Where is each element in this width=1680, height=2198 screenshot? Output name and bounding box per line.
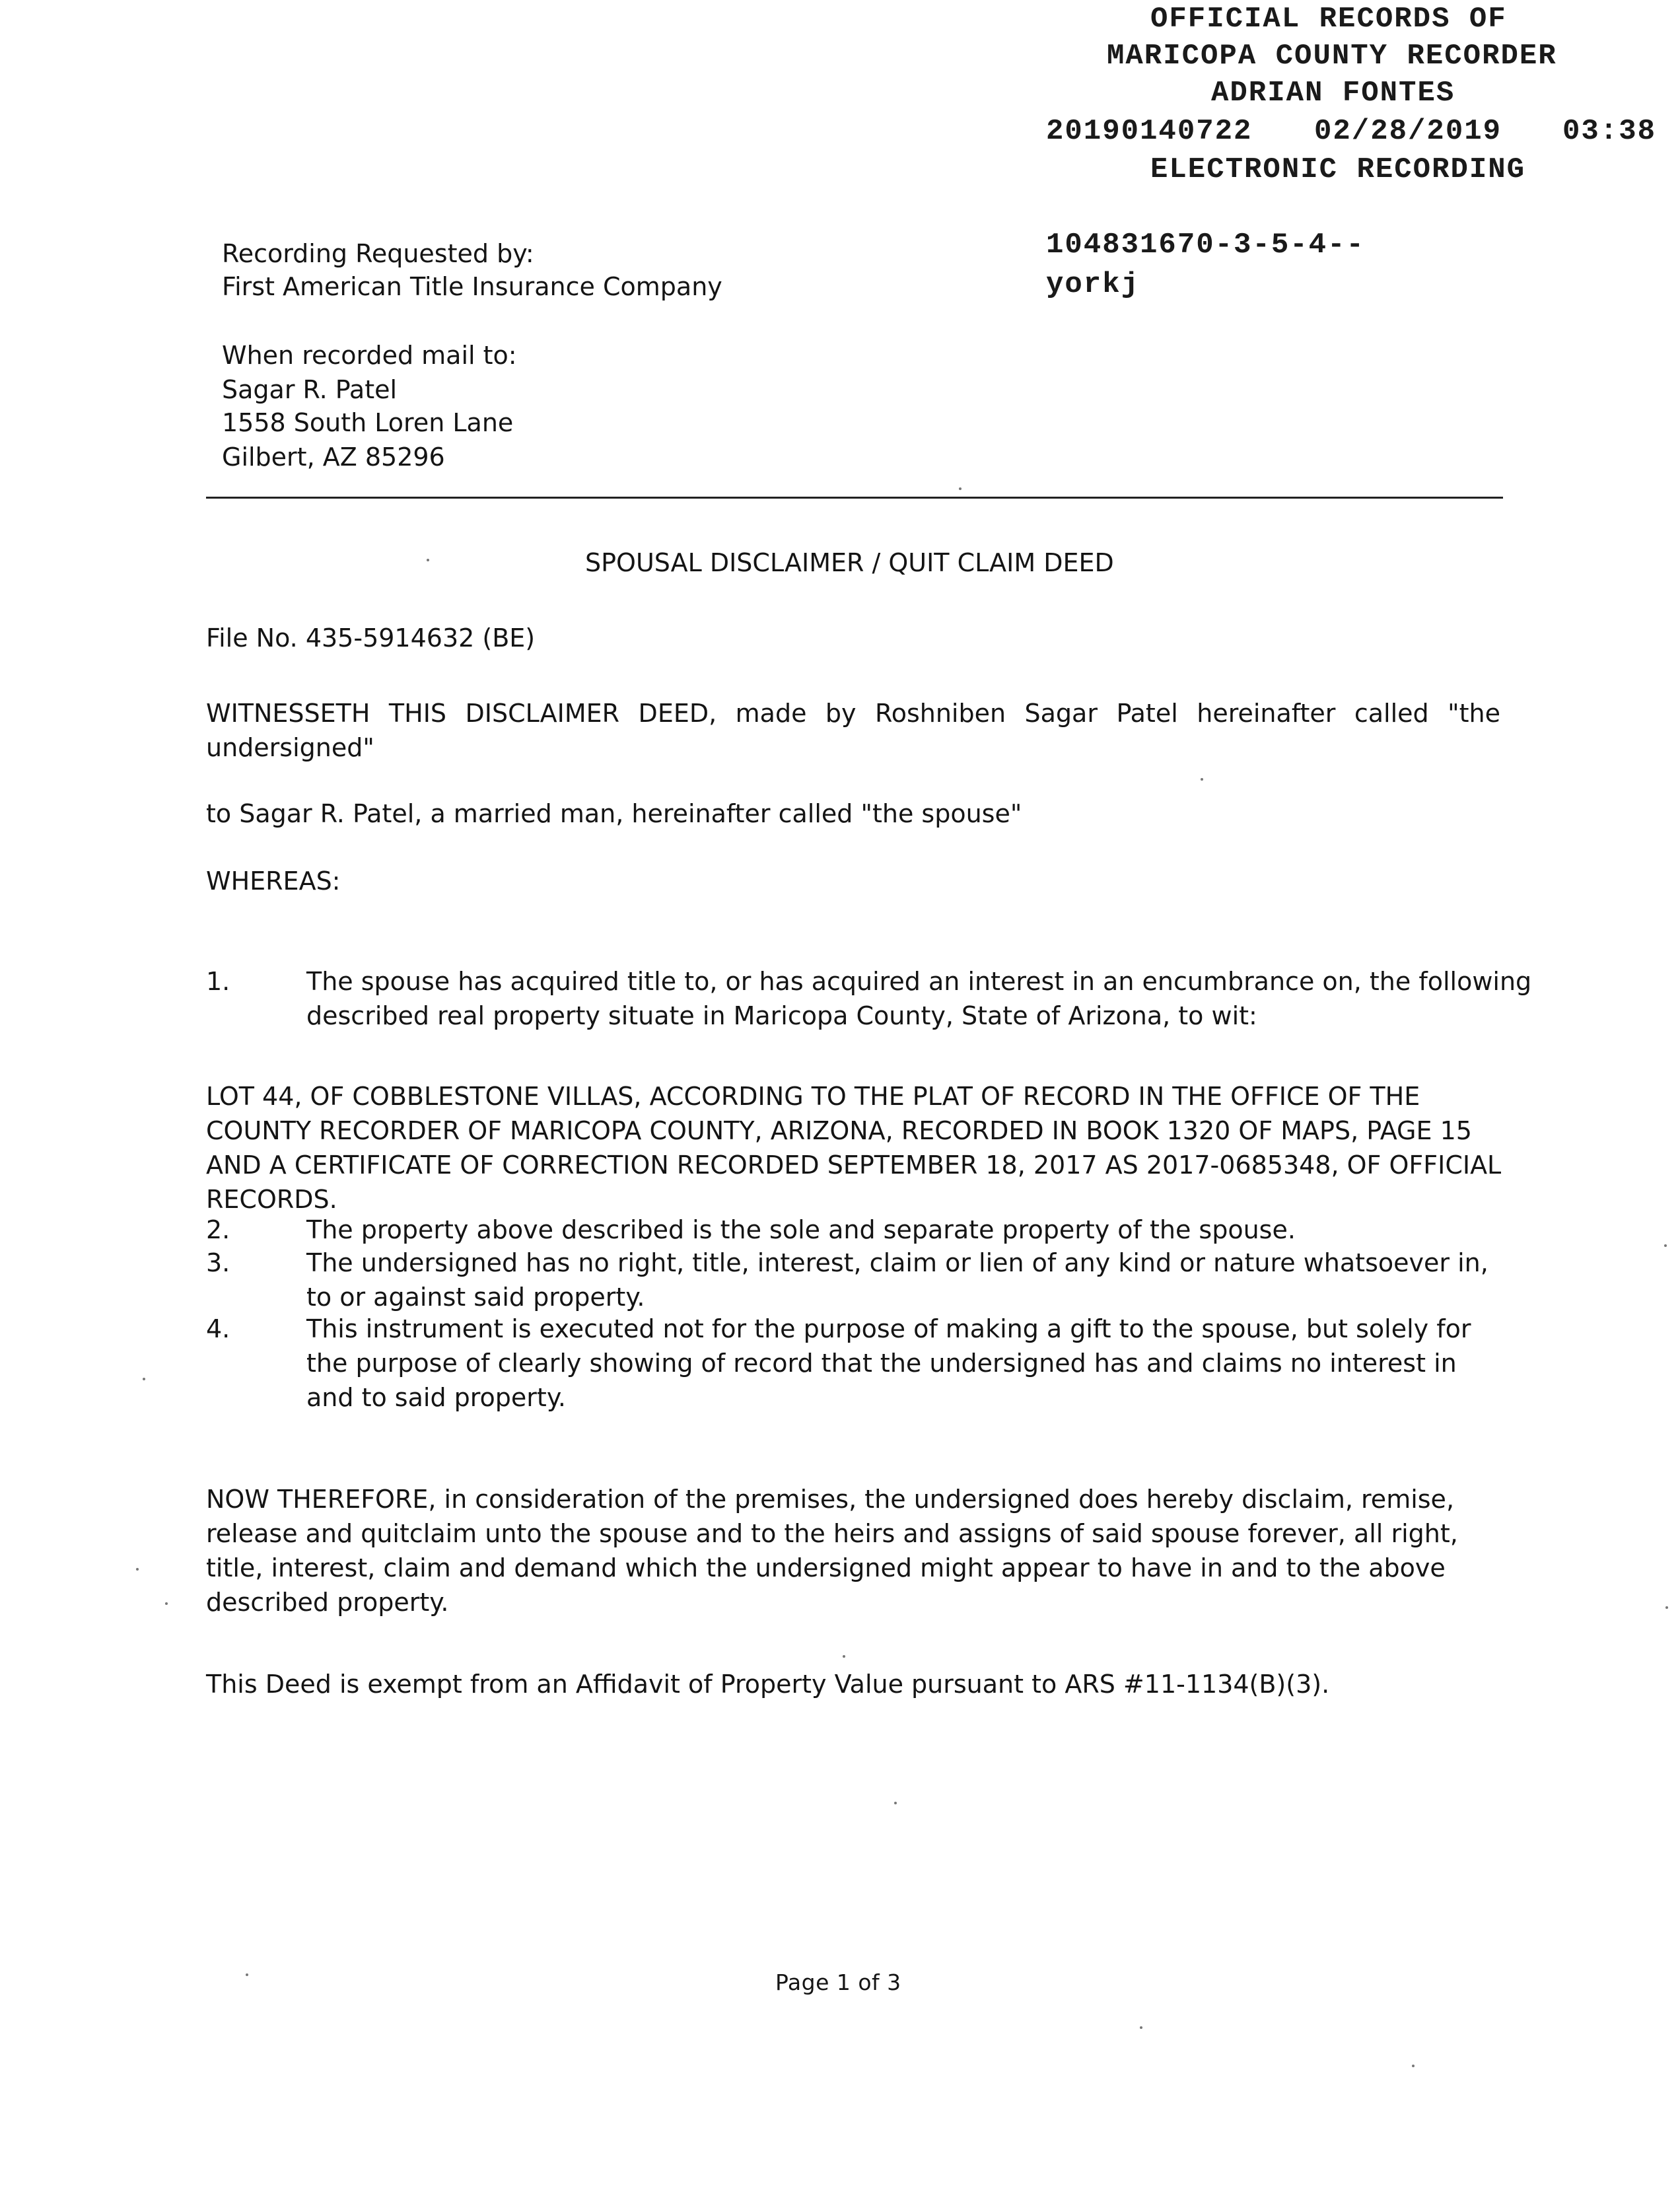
scan-speck (1665, 1606, 1668, 1609)
item-3 (206, 1246, 1500, 1314)
stamp-time: 03:38 (1562, 115, 1657, 148)
page-number-footer: Page 1 of 3 (775, 1969, 901, 1995)
item-4-text: This instrument is executed not for the purpose of making a gift to the spouse, but solely for the purpose of clearly showing of record that the undersigned has and claims no interest in and to said property. (306, 1314, 1471, 1412)
now-therefore-paragraph: NOW THEREFORE, in consideration of the premises, the undersigned does hereby disclaim, remise, release and quitclaim unto the spouse and to the heirs and assigns of said spouse forever, all right, title, interest, claim and demand which the undersigned might appear to have in and to the above described property. (206, 1485, 1458, 1617)
exemption-statement: This Deed is exempt from an Affidavit of Property Value pursuant to ARS #11-1134(B)(3). (206, 1670, 1330, 1699)
file-number: File No. 435-5914632 (BE) (206, 623, 536, 653)
item-3-text: The undersigned has no right, title, interest, claim or lien of any kind or nature whatsoever in, to or against said property. (306, 1248, 1488, 1312)
mail-to-label: When recorded mail to: (222, 341, 517, 370)
scan-speck (136, 1568, 139, 1571)
to-spouse-line: to Sagar R. Patel, a married man, hereinafter called "the spouse" (206, 799, 1022, 828)
item-2 (206, 1213, 1500, 1247)
stamp-line-official-records: OFFICIAL RECORDS OF (1150, 3, 1507, 36)
stamp-line-recorder-name: ADRIAN FONTES (1211, 77, 1455, 110)
item-2-text: The property above described is the sole and separate property of the spouse. (306, 1215, 1296, 1244)
mail-to-city: Gilbert, AZ 85296 (222, 443, 445, 472)
scan-speck (843, 1655, 845, 1658)
scan-speck (1664, 1244, 1667, 1247)
scan-speck (143, 1378, 145, 1380)
scan-speck (959, 487, 962, 490)
requested-by-company: First American Title Insurance Company (222, 272, 722, 301)
scan-speck (1140, 2026, 1142, 2029)
stamp-doc-number: 20190140722 (1046, 115, 1253, 148)
scan-speck (165, 1602, 168, 1605)
header-divider (206, 497, 1503, 499)
item-3-number: 3. (206, 1248, 230, 1277)
item-2-number: 2. (206, 1215, 230, 1244)
item-4-number: 4. (206, 1314, 230, 1343)
item-1-number: 1. (206, 967, 230, 996)
stamp-user-id: yorkj (1046, 268, 1140, 301)
scan-speck (1201, 778, 1203, 781)
requested-by-label: Recording Requested by: (222, 239, 534, 268)
scan-speck (427, 559, 429, 561)
item-1 (206, 964, 1560, 1033)
stamp-electronic-recording: ELECTRONIC RECORDING (1150, 153, 1526, 186)
item-1-text: The spouse has acquired title to, or has acquired an interest in an encumbrance on, the following described real property situate in Maricopa County, State of Arizona, to wit: (306, 967, 1532, 1030)
scan-speck (894, 1802, 897, 1804)
stamp-date: 02/28/2019 (1314, 115, 1502, 148)
legal-description: LOT 44, OF COBBLESTONE VILLAS, ACCORDING TO THE PLAT OF RECORD IN THE OFFICE OF THE COUNTY RECORDER OF MARICOPA COUNTY, ARIZONA, RECORDED IN BOOK 1320 OF MAPS, PAGE 15 AND A CERTIFICATE OF CORRECTION RECORDED SEPTEMBER 18, 2017 AS 2017-0685348, OF OFFICIAL RECORDS. (206, 1082, 1502, 1214)
mail-to-street: 1558 South Loren Lane (222, 408, 514, 437)
scan-speck (246, 1973, 248, 1976)
document-title: SPOUSAL DISCLAIMER / QUIT CLAIM DEED (585, 548, 1114, 577)
stamp-line-county-recorder: MARICOPA COUNTY RECORDER (1107, 40, 1557, 73)
stamp-reference-number: 104831670-3-5-4-- (1046, 229, 1365, 262)
whereas-heading: WHEREAS: (206, 867, 341, 896)
mail-to-name: Sagar R. Patel (222, 375, 398, 404)
witnesseth-paragraph: WITNESSETH THIS DISCLAIMER DEED, made by Roshniben Sagar Patel hereinafter called "the undersigned" (206, 699, 1500, 762)
item-4 (206, 1312, 1500, 1415)
scan-speck (1412, 2065, 1415, 2067)
